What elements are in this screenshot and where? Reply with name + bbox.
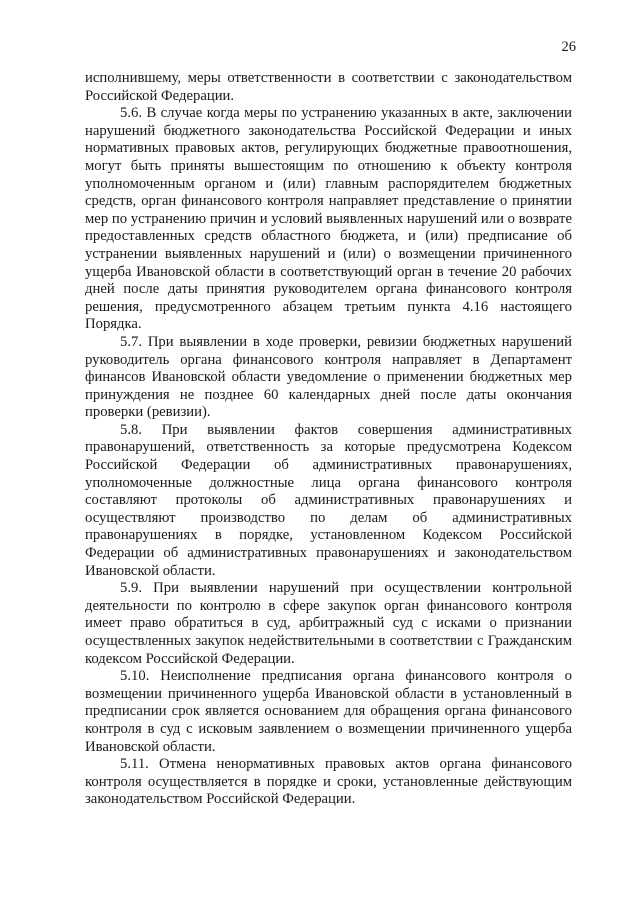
paragraph-5-8: 5.8. При выявлении фактов совершения административных правонарушений, ответственность за которые предусмотрена Кодексом Российской Федерации об административных правонарушениях, уполномоченные должностные лица органа финансового контроля составляют протоколы об административных правонарушениях и осуществляют производство по делам об административных правонарушениях в порядке, установленном Кодексом Российской Федерации об административных правонарушениях и законодательством Ивановской области. (85, 421, 572, 579)
paragraph-5-11: 5.11. Отмена ненормативных правовых актов органа финансового контроля осуществляется в порядке и сроки, установленные действующим законодательством Российской Федерации. (85, 756, 572, 808)
paragraph-5-6: 5.6. В случае когда меры по устранению указанных в акте, заключении нарушений бюджетного законодательства Российской Федерации и иных нормативных правовых актов, регулирующих бюджетные правоотношения, могут быть приняты вышестоящим по отношению к объекту контроля уполномоченным органом и (или) главным распорядителем бюджетных средств, орган финансового контроля направляет представление о принятии мер по устранению причин и условий выявленных нарушений или о возврате предоставленных средств областного бюджета, и (или) предписание об устранении выявленных нарушений и (или) о возмещении причиненного ущерба Ивановской области в соответствующий орган в течение 20 рабочих дней после даты принятия руководителем органа финансового контроля решения, предусмотренного абзацем третьим пункта 4.16 настоящего Порядка. (85, 105, 572, 333)
page-number: 26 (561, 39, 576, 55)
paragraph-continuation: исполнившему, меры ответственности в соответствии с законодательством Российской Федерации. (85, 70, 572, 104)
paragraph-5-10: 5.10. Неисполнение предписания органа финансового контроля о возмещении причиненного ущерба Ивановской области в установленный в предписании срок является основанием для обращения органа финансового контроля в суд с исковым заявлением о возмещении причиненного ущерба Ивановской области. (85, 668, 572, 755)
document-body (85, 70, 572, 809)
paragraph-5-9: 5.9. При выявлении нарушений при осуществлении контрольной деятельности по контролю в сфере закупок орган финансового контроля имеет право обратиться в суд, арбитражный суд с исками о признании осуществленных закупок недействительными в соответствии с Гражданским кодексом Российской Федерации. (85, 580, 572, 667)
paragraph-5-7: 5.7. При выявлении в ходе проверки, ревизии бюджетных нарушений руководитель органа финансового контроля направляет в Департамент финансов Ивановской области уведомление о применении бюджетных мер принуждения не позднее 60 календарных дней после даты окончания проверки (ревизии). (85, 333, 572, 421)
